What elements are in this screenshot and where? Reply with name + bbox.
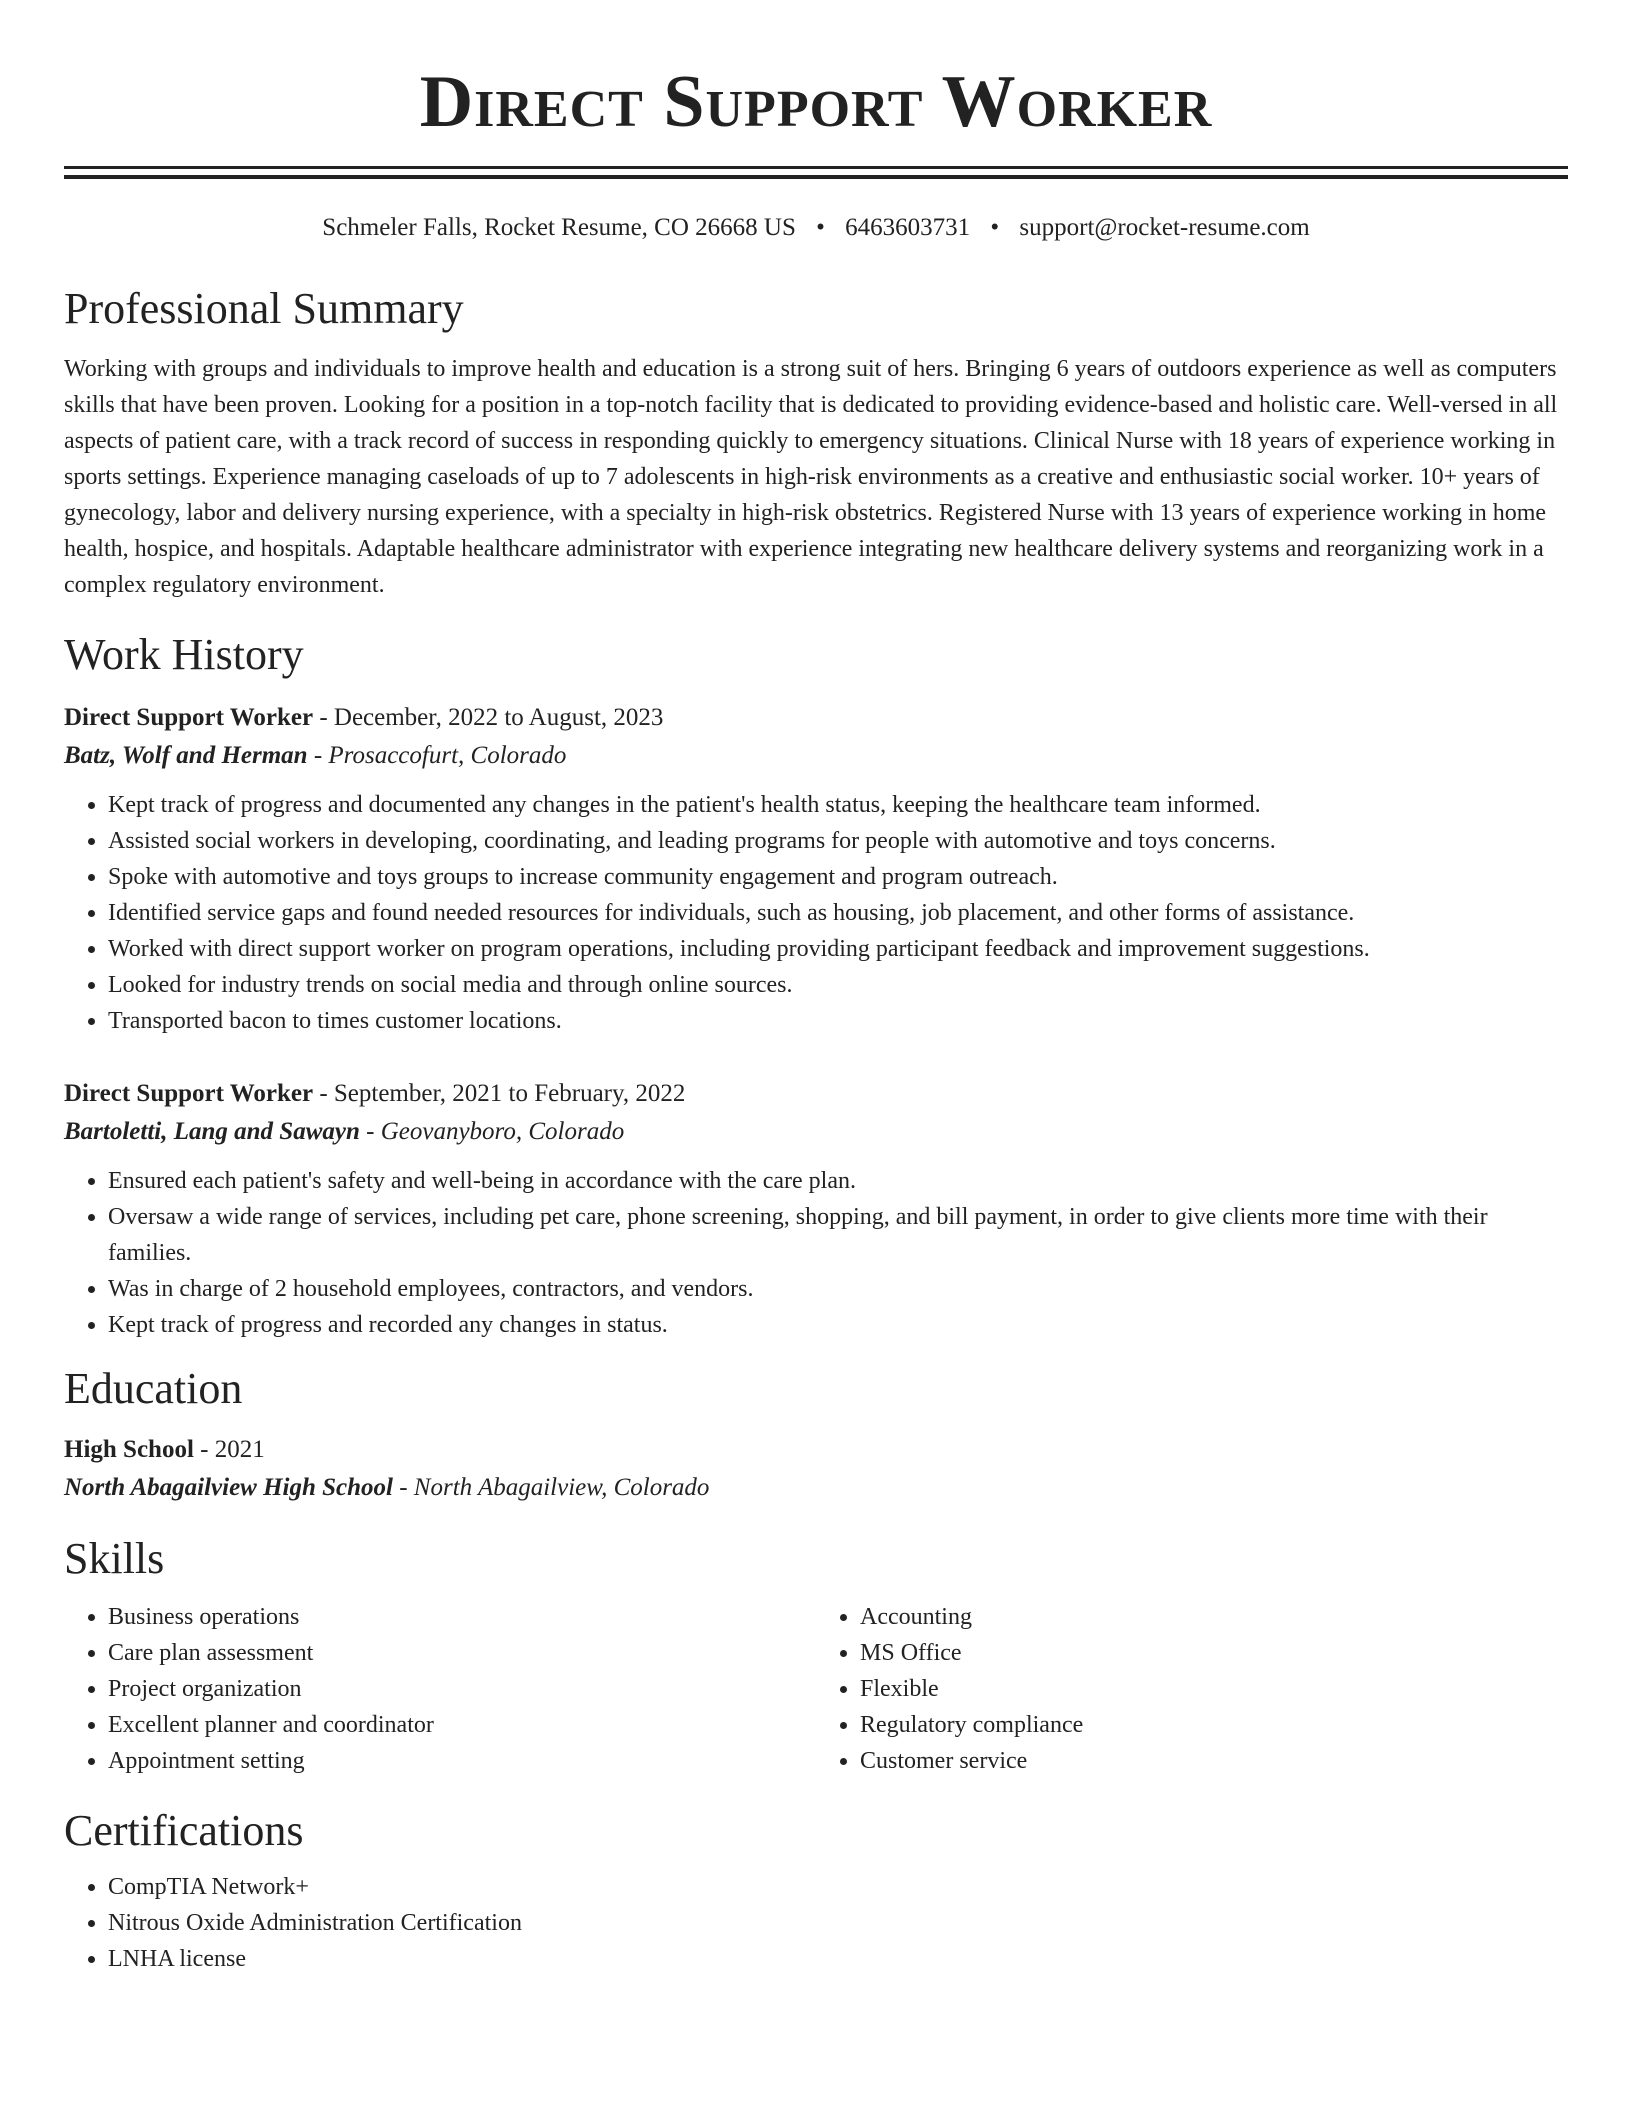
job-title-line xyxy=(64,699,1568,737)
skill-item: • Project organization xyxy=(108,1671,816,1707)
job-dates: - September, 2021 to February, 2022 xyxy=(319,1080,686,1107)
job-bullet: • Identified service gaps and found needed resources for individuals, such as housing, job placement, and other forms of assistance. xyxy=(108,895,1568,931)
skill-item: • Excellent planner and coordinator xyxy=(108,1707,816,1743)
job-entry xyxy=(64,699,1568,1039)
skill-item: • Appointment setting xyxy=(108,1743,816,1779)
job-bullet: • Assisted social workers in developing, coordinating, and leading programs for people with automotive and toys concerns. xyxy=(108,823,1568,859)
skills-list-left xyxy=(64,1599,816,1779)
job-bullet: • Looked for industry trends on social media and through online sources. xyxy=(108,967,1568,1003)
certification-item: • CompTIA Network+ xyxy=(108,1869,1568,1905)
certification-item: • LNHA license xyxy=(108,1941,1568,1977)
education-degree: High School xyxy=(64,1436,194,1463)
skill-item: • Regulatory compliance xyxy=(860,1707,1568,1743)
section-heading-work-history: Work History xyxy=(64,630,304,679)
skill-item: • MS Office xyxy=(860,1635,1568,1671)
education-year: - 2021 xyxy=(200,1436,265,1463)
job-bullet: • Worked with direct support worker on program operations, including providing participant feedback and improvement suggestions. xyxy=(108,931,1568,967)
job-bullet: • Spoke with automotive and toys groups to increase community engagement and program outreach. xyxy=(108,859,1568,895)
job-bullet-list xyxy=(64,1163,1568,1343)
certification-item: • Nitrous Oxide Administration Certification xyxy=(108,1905,1568,1941)
job-title: Direct Support Worker xyxy=(64,704,314,731)
section-heading-skills: Skills xyxy=(64,1534,165,1583)
skill-item: • Care plan assessment xyxy=(108,1635,816,1671)
certifications-list xyxy=(64,1869,1568,1977)
job-title-line xyxy=(64,1075,1568,1113)
job-entry xyxy=(64,1075,1568,1343)
job-company-line xyxy=(64,1113,1568,1151)
job-dates: - December, 2022 to August, 2023 xyxy=(319,704,664,731)
job-bullet: • Was in charge of 2 household employees, contractors, and vendors. xyxy=(108,1271,1568,1307)
contact-line xyxy=(64,213,1568,243)
job-bullet-list xyxy=(64,787,1568,1039)
contact-email: support@rocket-resume.com xyxy=(1019,214,1310,241)
skills-list-right xyxy=(816,1599,1568,1779)
title-divider-bottom xyxy=(64,175,1568,179)
education-school: North Abagailview High School xyxy=(64,1474,393,1501)
job-bullet: • Transported bacon to times customer locations. xyxy=(108,1003,1568,1039)
job-bullet: • Kept track of progress and documented any changes in the patient's health status, keeping the healthcare team informed. xyxy=(108,787,1568,823)
education-entry xyxy=(64,1431,1568,1507)
contact-address: Schmeler Falls, Rocket Resume, CO 26668 US xyxy=(322,214,796,241)
skills-grid xyxy=(64,1599,1568,1779)
job-bullet: • Kept track of progress and recorded any changes in status. xyxy=(108,1307,1568,1343)
summary-text: Working with groups and individuals to improve health and education is a strong suit of hers. Bringing 6 years of outdoors experience as well as computers skills that have been proven. Looking for a position in a top-notch facility that is dedicated to providing evidence-based and holistic care. Well-versed in all aspects of patient care, with a track record of success in responding quickly to emergency situations. Clinical Nurse with 18 years of experience working in sports settings. Experience managing caseloads of up to 7 adolescents in high-risk environments as a creative and enthusiastic social worker. 10+ years of gynecology, labor and delivery nursing experience, with a specialty in high-risk obstetrics. Registered Nurse with 13 years of experience working in home health, hospice, and hospitals. Adaptable healthcare administrator with experience integrating new healthcare delivery systems and reorganizing work in a complex regulatory environment. xyxy=(64,356,1558,598)
title-divider-top xyxy=(64,166,1568,169)
education-school-line xyxy=(64,1469,1568,1507)
resume-title: Direct Support Worker xyxy=(419,61,1213,143)
contact-phone: 6463603731 xyxy=(845,214,971,241)
skill-item: • Business operations xyxy=(108,1599,816,1635)
job-title: Direct Support Worker xyxy=(64,1080,314,1107)
skill-item: • Customer service xyxy=(860,1743,1568,1779)
education-degree-line xyxy=(64,1431,1568,1469)
education-location: - North Abagailview, Colorado xyxy=(399,1474,710,1501)
skill-item: • Flexible xyxy=(860,1671,1568,1707)
section-heading-education: Education xyxy=(64,1364,243,1413)
contact-separator: • xyxy=(990,214,1000,241)
job-company: Batz, Wolf and Herman xyxy=(64,742,308,769)
job-company: Bartoletti, Lang and Sawayn xyxy=(64,1118,360,1145)
job-location: - Geovanyboro, Colorado xyxy=(366,1118,625,1145)
job-bullet: • Ensured each patient's safety and well-being in accordance with the care plan. xyxy=(108,1163,1568,1199)
contact-separator: • xyxy=(816,214,825,241)
skill-item: • Accounting xyxy=(860,1599,1568,1635)
section-heading-certifications: Certifications xyxy=(64,1806,304,1855)
job-company-line xyxy=(64,737,1568,775)
section-heading-summary: Professional Summary xyxy=(64,284,464,333)
job-location: - Prosaccofurt, Colorado xyxy=(313,742,567,769)
job-bullet: • Oversaw a wide range of services, including pet care, phone screening, shopping, and bill payment, in order to give clients more time with their families. xyxy=(108,1199,1568,1271)
